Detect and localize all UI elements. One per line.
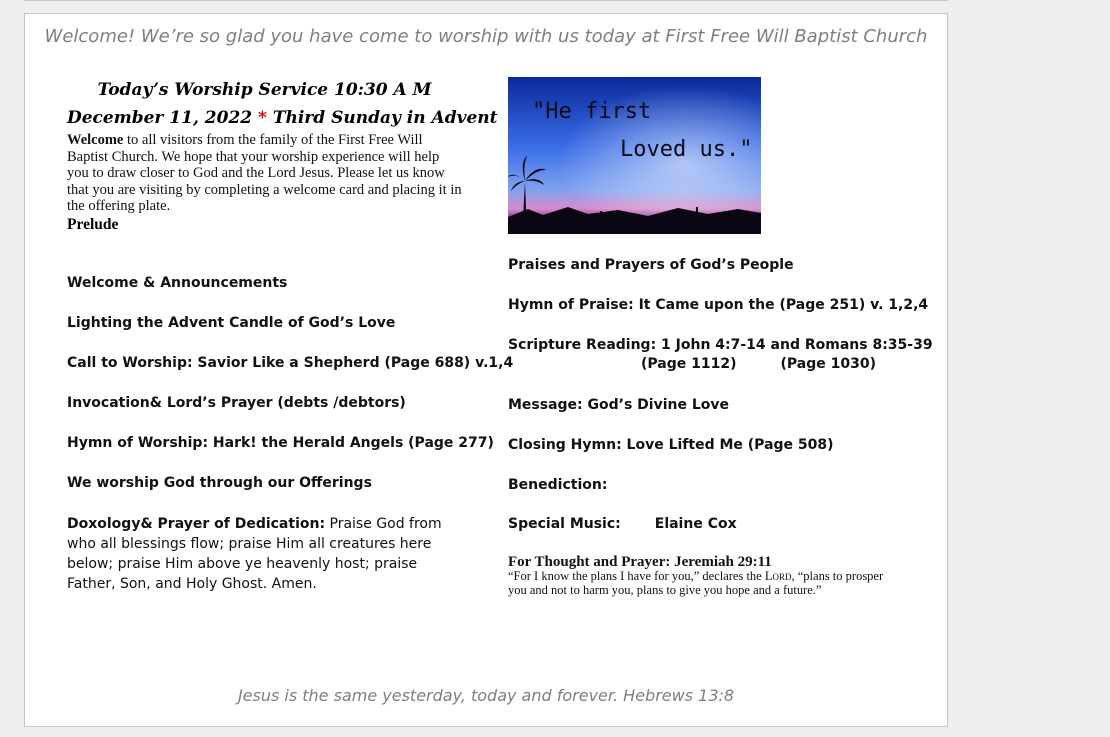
order-item-special-music bbox=[508, 516, 737, 532]
order-item-hymn-of-worship: Hymn of Worship: Hark! the Herald Angels (Page 277) bbox=[67, 435, 494, 451]
order-item-message: Message: God’s Divine Love bbox=[508, 397, 730, 413]
welcome-lead: Welcome bbox=[67, 132, 124, 148]
star-separator: * bbox=[258, 108, 267, 128]
order-item-scripture-reading: Scripture Reading: 1 John 4:7-14 and Romans 8:35-39 bbox=[508, 337, 933, 353]
image-caption-line1: "He first bbox=[532, 99, 652, 124]
order-item-advent-candle: Lighting the Advent Candle of God’s Love bbox=[67, 315, 396, 331]
prelude-heading: Prelude bbox=[67, 215, 119, 233]
scripture-page-1: (Page 1112) bbox=[641, 356, 737, 372]
thought-verse-end: , “plans to prosper you and not to harm you, plans to give you hope and a future.” bbox=[508, 569, 884, 597]
top-rule bbox=[24, 0, 948, 1]
scripture-pages bbox=[641, 356, 876, 372]
order-item-welcome: Welcome & Announcements bbox=[67, 275, 288, 291]
bulletin-page bbox=[24, 13, 948, 727]
thought-verse bbox=[508, 570, 898, 597]
service-date: December 11, 2022 bbox=[67, 108, 253, 128]
order-item-praises-prayers: Praises and Prayers of God’s People bbox=[508, 257, 794, 273]
order-item-offerings: We worship God through our Offerings bbox=[67, 475, 372, 491]
thought-title: For Thought and Prayer: Jeremiah 29:11 bbox=[508, 554, 772, 570]
advent-sunday: Third Sunday in Advent bbox=[272, 108, 498, 128]
service-date-line bbox=[67, 104, 498, 132]
doxology-text: Praise God from who all blessings flow; praise Him all creatures here below; praise Him above ye heavenly host; praise Father, Son, and Holy Ghost. Amen. bbox=[67, 516, 442, 592]
special-music-name: Elaine Cox bbox=[654, 516, 737, 532]
service-title: Today’s Worship Service 10:30 A M bbox=[97, 80, 432, 100]
welcome-body: to all visitors from the family of the First Free Will Baptist Church. We hope that your worship experience will help you to draw closer to God and the Lord Jesus. Please let us know that you are visiting by completing a welcome card and placing it in the offering plate. bbox=[67, 132, 462, 214]
order-item-closing-hymn: Closing Hymn: Love Lifted Me (Page 508) bbox=[508, 437, 834, 453]
order-item-benediction: Benediction: bbox=[508, 477, 608, 493]
left-column bbox=[67, 76, 514, 592]
order-item-call-to-worship: Call to Worship: Savior Like a Shepherd (Page 688) v.1,4 bbox=[67, 355, 514, 371]
sunset-palm-image bbox=[508, 77, 761, 234]
footer-verse: Jesus is the same yesterday, today and forever. Hebrews 13:8 bbox=[237, 686, 735, 705]
scripture-page-2: (Page 1030) bbox=[780, 356, 876, 372]
doxology-label: Doxology& Prayer of Dedication: bbox=[67, 516, 326, 532]
special-music-label: Special Music: bbox=[508, 516, 621, 532]
thought-verse-start: “For I know the plans I have for you,” declares the bbox=[508, 569, 765, 583]
order-item-hymn-of-praise: Hymn of Praise: It Came upon the (Page 251) v. 1,2,4 bbox=[508, 297, 929, 313]
welcome-paragraph bbox=[67, 132, 462, 215]
doxology-paragraph bbox=[67, 514, 462, 594]
order-item-invocation: Invocation& Lord’s Prayer (debts /debtors) bbox=[67, 395, 406, 411]
thought-verse-lord: Lord bbox=[764, 569, 792, 583]
welcome-banner: Welcome! We’re so glad you have come to worship with us today at First Free Will Baptist Church bbox=[44, 26, 928, 47]
image-caption-line2: Loved us." bbox=[620, 137, 753, 162]
